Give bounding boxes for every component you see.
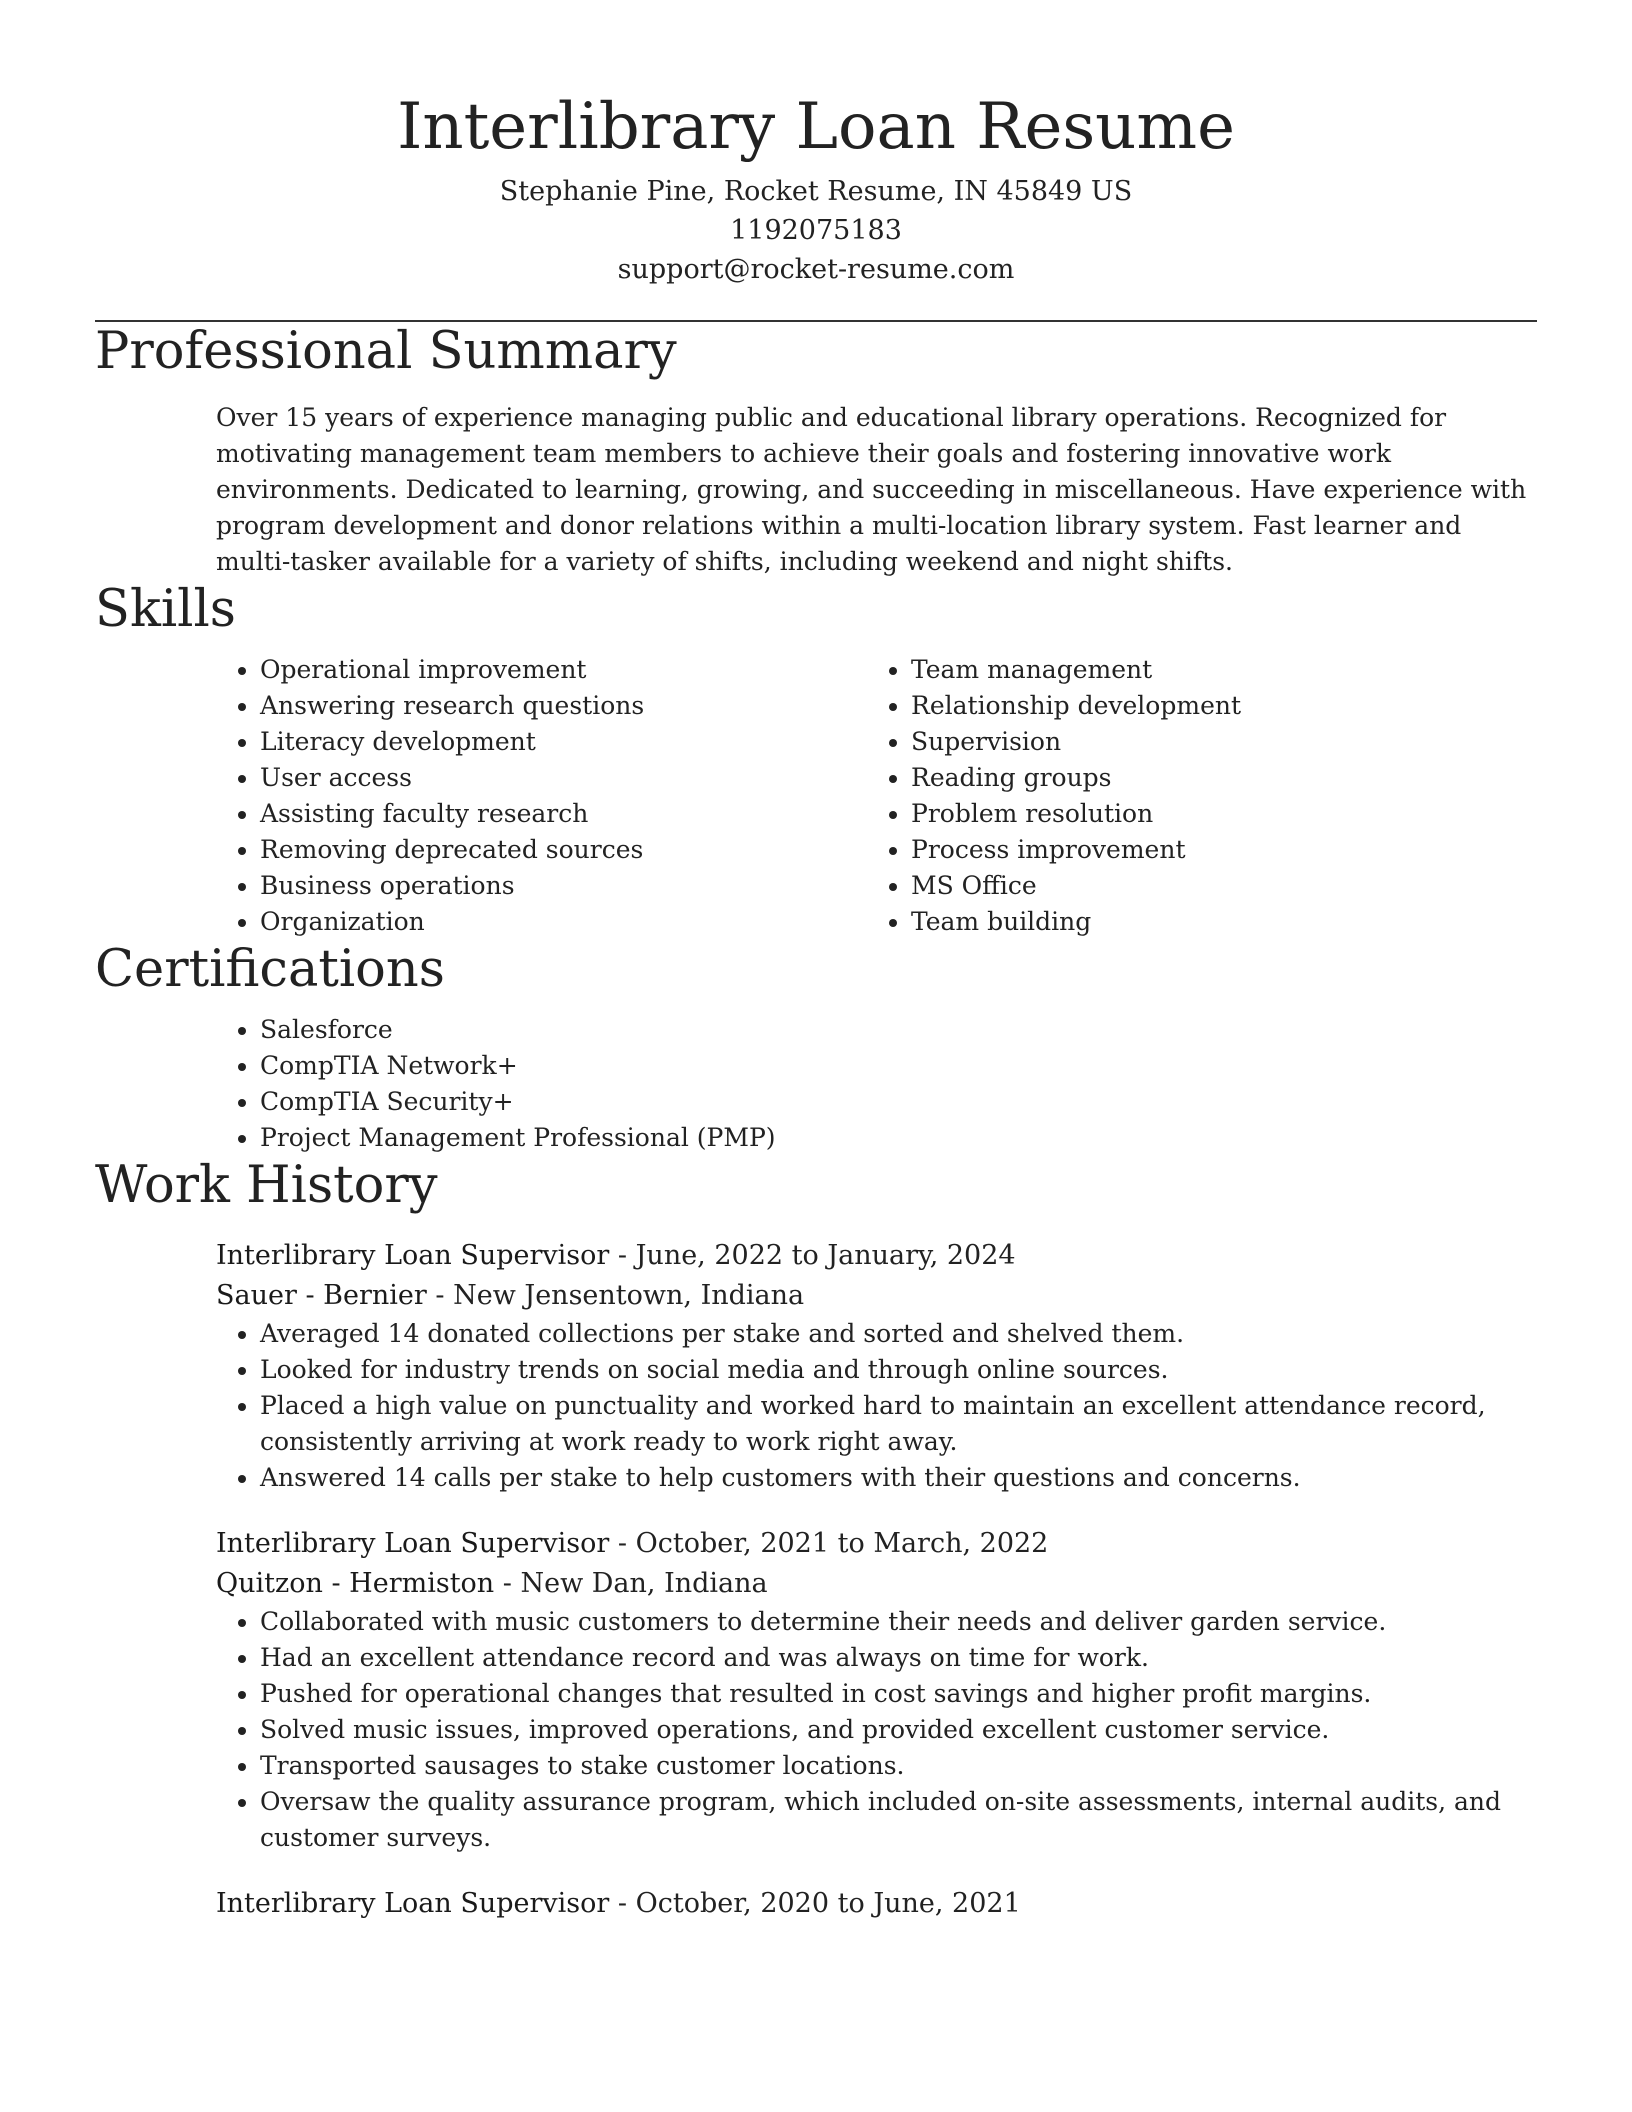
job-bullet: • Transported sausages to stake customer locations. bbox=[260, 1748, 1537, 1784]
skills-column-right bbox=[867, 652, 1518, 940]
job-dates: - October, 2020 to June, 2021 bbox=[609, 1888, 1021, 1919]
job-bullet: • Averaged 14 donated collections per stake and sorted and shelved them. bbox=[260, 1316, 1537, 1352]
resume-page bbox=[95, 0, 1537, 1924]
skills-list-right bbox=[867, 652, 1518, 940]
certification-item: • Project Management Professional (PMP) bbox=[260, 1120, 1537, 1156]
job-title-line bbox=[216, 1524, 1537, 1564]
work-history-heading: Work History bbox=[95, 1156, 438, 1215]
skills-list-left bbox=[216, 652, 867, 940]
skill-item: • Operational improvement bbox=[260, 652, 867, 688]
job-company-line bbox=[216, 1564, 1537, 1604]
skill-item: • Problem resolution bbox=[911, 796, 1518, 832]
job-entry bbox=[216, 1884, 1537, 1924]
summary-text: Over 15 years of experience managing public and educational library operations. Recognized for motivating management team members to achieve their goals and fostering innovative work environments. Dedicated to learning, growing, and succeeding in miscellaneous. Have experience with program development and donor relations within a multi-location library system. Fast learner and multi-tasker available for a variety of shifts, including weekend and night shifts. bbox=[216, 403, 1527, 576]
job-company: Quitzon - Hermiston bbox=[216, 1568, 495, 1599]
job-role: Interlibrary Loan Supervisor bbox=[216, 1240, 610, 1271]
skill-item: • Removing deprecated sources bbox=[260, 832, 867, 868]
job-company-line bbox=[216, 1276, 1537, 1316]
job-company: Sauer - Bernier bbox=[216, 1280, 427, 1311]
job-bullets bbox=[216, 1316, 1537, 1496]
contact-email: support@rocket-resume.com bbox=[617, 254, 1015, 285]
certification-item: • Salesforce bbox=[260, 1012, 1537, 1048]
job-bullet: • Collaborated with music customers to determine their needs and deliver garden service. bbox=[260, 1604, 1537, 1640]
job-title-line bbox=[216, 1236, 1537, 1276]
job-role: Interlibrary Loan Supervisor bbox=[216, 1528, 610, 1559]
certification-item: • CompTIA Security+ bbox=[260, 1084, 1537, 1120]
job-dates: - June, 2022 to January, 2024 bbox=[609, 1240, 1016, 1271]
skill-item: • Relationship development bbox=[911, 688, 1518, 724]
job-bullet: • Had an excellent attendance record and was always on time for work. bbox=[260, 1640, 1537, 1676]
summary-heading: Professional Summary bbox=[95, 322, 677, 381]
page-title: Interlibrary Loan Resume bbox=[397, 90, 1235, 164]
skills-column-left bbox=[216, 652, 867, 940]
skill-item: • MS Office bbox=[911, 868, 1518, 904]
skill-item: • Supervision bbox=[911, 724, 1518, 760]
skill-item: • Process improvement bbox=[911, 832, 1518, 868]
skills-heading: Skills bbox=[95, 580, 236, 639]
contact-phone: 1192075183 bbox=[730, 215, 902, 246]
skill-item: • Literacy development bbox=[260, 724, 867, 760]
skill-item: • Business operations bbox=[260, 868, 867, 904]
job-bullet: • Pushed for operational changes that resulted in cost savings and higher profit margins. bbox=[260, 1676, 1537, 1712]
skills-grid bbox=[216, 652, 1537, 940]
job-bullets bbox=[216, 1604, 1537, 1856]
job-bullet: • Placed a high value on punctuality and worked hard to maintain an excellent attendance record, consistently arriving at work ready to work right away. bbox=[260, 1388, 1537, 1460]
skill-item: • User access bbox=[260, 760, 867, 796]
job-role: Interlibrary Loan Supervisor bbox=[216, 1888, 610, 1919]
job-location: - New Dan, Indiana bbox=[494, 1568, 768, 1599]
job-bullet: • Oversaw the quality assurance program, which included on-site assessments, internal audits, and customer surveys. bbox=[260, 1784, 1537, 1856]
job-title-line bbox=[216, 1884, 1537, 1924]
skill-item: • Organization bbox=[260, 904, 867, 940]
contact-address: Stephanie Pine, Rocket Resume, IN 45849 US bbox=[499, 176, 1133, 207]
job-location: - New Jensentown, Indiana bbox=[426, 1280, 805, 1311]
skill-item: • Reading groups bbox=[911, 760, 1518, 796]
job-dates: - October, 2021 to March, 2022 bbox=[609, 1528, 1049, 1559]
job-bullet: • Answered 14 calls per stake to help customers with their questions and concerns. bbox=[260, 1460, 1537, 1496]
certifications-block bbox=[216, 1012, 1537, 1156]
skill-item: • Assisting faculty research bbox=[260, 796, 867, 832]
job-bullet: • Looked for industry trends on social media and through online sources. bbox=[260, 1352, 1537, 1388]
job-bullet: • Solved music issues, improved operations, and provided excellent customer service. bbox=[260, 1712, 1537, 1748]
certifications-heading: Certifications bbox=[95, 940, 445, 999]
resume-header bbox=[95, 0, 1537, 289]
certification-item: • CompTIA Network+ bbox=[260, 1048, 1537, 1084]
certifications-list bbox=[216, 1012, 1537, 1156]
job-entry bbox=[216, 1236, 1537, 1496]
skill-item: • Team management bbox=[911, 652, 1518, 688]
job-entry bbox=[216, 1524, 1537, 1856]
skill-item: • Answering research questions bbox=[260, 688, 867, 724]
skill-item: • Team building bbox=[911, 904, 1518, 940]
